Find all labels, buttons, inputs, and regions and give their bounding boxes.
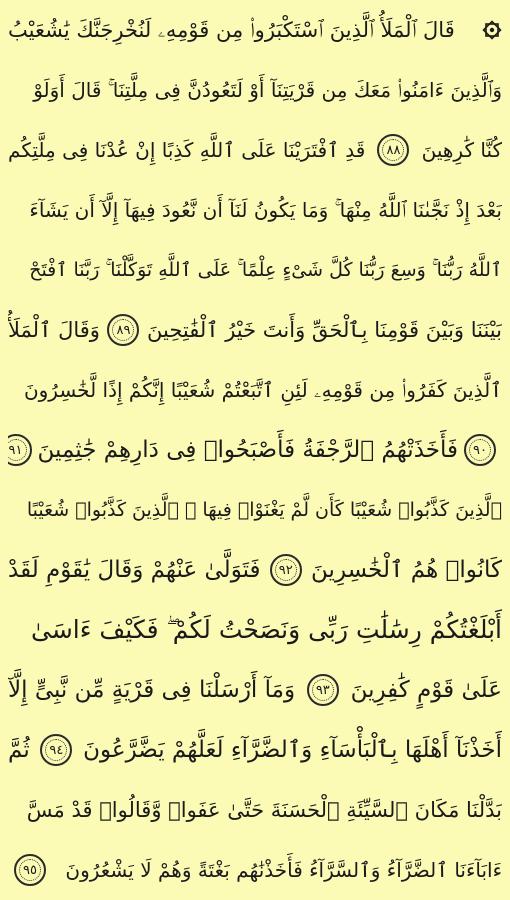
- verse-text: بَعْدَ إِذْ نَجَّىٰنَا ٱللَّهُ مِنْهَا ۚ وَمَا يَكُونُ لَنَآ أَن نَّعُودَ فِيهَآ إِلَّآ أَن يَشَآءَ: [29, 198, 502, 222]
- verse-text: أَخَذْنَآ أَهْلَهَا بِٱلْبَأْسَآءِ وَٱلضَّرَّآءِ لَعَلَّهُمْ يَضَّرَّعُونَ: [83, 737, 502, 763]
- verse-text: ٱلَّذِينَ كَفَرُوا۟ مِن قَوْمِهِۦ لَئِنِ ٱتَّبَعْتُمْ شُعَيْبًا إِنَّكُمْ إِذًا لَّخَٰسِرُونَ: [23, 378, 502, 402]
- verse-line: [8, 780, 502, 840]
- verse-line: [8, 540, 502, 600]
- ayah-number-marker: ٨٩: [107, 314, 139, 346]
- verse-text: ٱلَّذِينَ كَذَّبُوا۟ شُعَيْبًا كَأَن لَّمْ يَغْنَوْا۟ فِيهَا ۚ ٱلَّذِينَ كَذَّبُوا۟ شُعَيْبًا: [26, 499, 502, 521]
- verse-line: [8, 420, 502, 480]
- verse-line: [8, 120, 502, 180]
- verse-text: فَتَوَلَّىٰ عَنْهُمْ وَقَالَ يَٰقَوْمِ لَقَدْ: [8, 557, 261, 583]
- verse-text: ثُمَّ: [8, 737, 30, 763]
- verse-line: [8, 60, 502, 120]
- ayah-number-marker: ٩٠: [464, 434, 496, 466]
- ayah-number-marker: ٩٣: [307, 674, 339, 706]
- verse-text: كَانُوا۟ هُمُ ٱلْخَٰسِرِينَ: [311, 557, 502, 583]
- verse-text: عَلَىٰ قَوْمٍ كَٰفِرِينَ: [350, 677, 502, 703]
- verse-line: [8, 840, 502, 900]
- ayah-number-marker: ٩٢: [270, 554, 302, 586]
- verse-line: [8, 240, 502, 300]
- verse-text: قَالَ ٱلْمَلَأُ ٱلَّذِينَ ٱسْتَكْبَرُوا۟ مِن قَوْمِهِۦ لَنُخْرِجَنَّكَ يَٰشُعَيْبُ: [8, 17, 455, 42]
- ayah-number-marker: ٨٨: [377, 134, 409, 166]
- verse-line: [8, 660, 502, 720]
- verse-line: [8, 180, 502, 240]
- verse-line: [8, 480, 502, 540]
- verse-text: فَأَخَذَتْهُمُ ٱلرَّجْفَةُ فَأَصْبَحُوا۟ فِى دَارِهِمْ جَٰثِمِينَ: [37, 437, 458, 463]
- verse-text: وَٱلَّذِينَ ءَامَنُوا۟ مَعَكَ مِن قَرْيَتِنَآ أَوْ لَتَعُودُنَّ فِى مِلَّتِنَا ۚ قَالَ أَوَلَوْ: [33, 78, 502, 102]
- verse-line: [8, 300, 502, 360]
- verse-line: [8, 600, 502, 660]
- verse-text: أَبْلَغْتُكُمْ رِسَٰلَٰتِ رَبِّى وَنَصَحْتُ لَكُمْ ۖ فَكَيْفَ ءَاسَىٰ: [31, 615, 502, 644]
- verse-text: كُنَّا كَٰرِهِينَ: [421, 138, 502, 162]
- verse-line: [8, 360, 502, 420]
- verse-line: [8, 0, 502, 60]
- verse-text: قَدِ ٱفْتَرَيْنَا عَلَى ٱللَّهِ كَذِبًا إِنْ عُدْنَا فِى مِلَّتِكُم: [8, 138, 366, 162]
- verse-text: وَقَالَ ٱلْمَلَأُ: [8, 318, 100, 342]
- verse-text: بَيْنَنَا وَبَيْنَ قَوْمِنَا بِٱلْحَقِّ وَأَنتَ خَيْرُ ٱلْفَٰتِحِينَ: [147, 318, 502, 342]
- verse-text: ٱللَّهُ رَبُّنَا ۚ وَسِعَ رَبُّنَا كُلَّ شَىْءٍ عِلْمًا ۚ عَلَى ٱللَّهِ تَوَكَّلْنَا ۚ رَبَّنَا ٱفْتَحْ: [29, 259, 502, 281]
- verse-text: بَدَّلْنَا مَكَانَ ٱلسَّيِّئَةِ ٱلْحَسَنَةَ حَتَّىٰ عَفَوا۟ وَّقَالُوا۟ قَدْ مَسَّ: [26, 798, 502, 822]
- ayah-number-marker: ٩١: [8, 434, 32, 466]
- ayah-number-marker: ٩٤: [40, 734, 72, 766]
- verse-text: ءَابَآءَنَا ٱلضَّرَّآءُ وَٱلسَّرَّآءُ فَأَخَذْنَٰهُم بَغْتَةً وَهُمْ لَا يَشْعُرُونَ: [65, 858, 502, 882]
- verse-line: [8, 720, 502, 780]
- rub-el-hizb-icon: [482, 20, 502, 40]
- ayah-number-marker: ٩٥: [14, 854, 46, 886]
- verse-text: وَمَآ أَرْسَلْنَا فِى قَرْيَةٍ مِّن نَّبِىٍّ إِلَّآ: [8, 677, 296, 703]
